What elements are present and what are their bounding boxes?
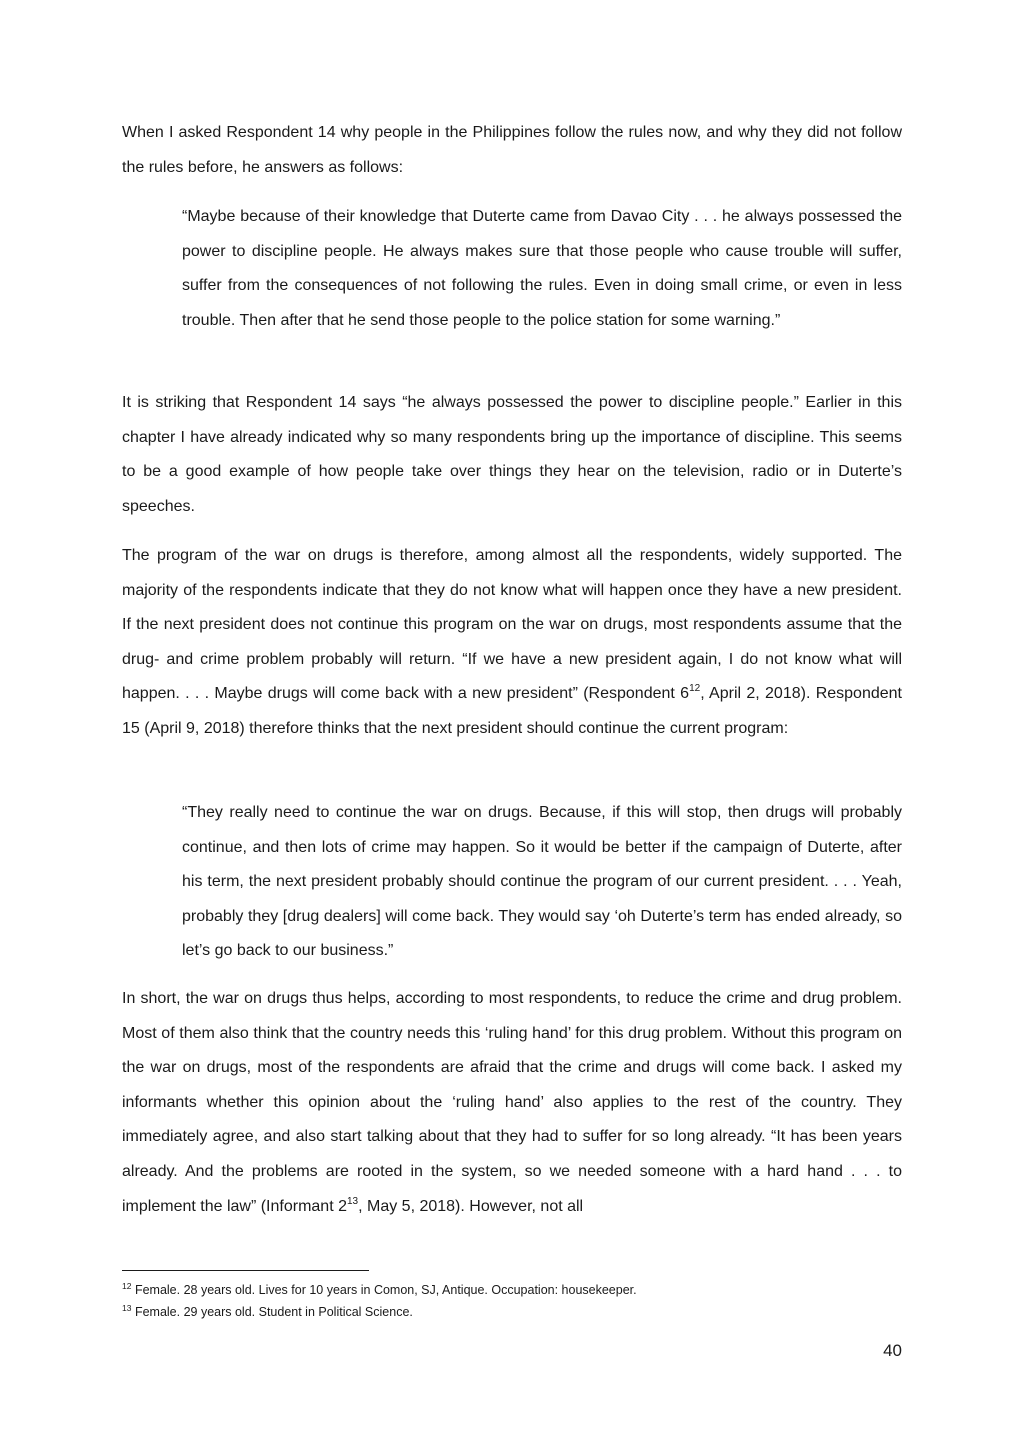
footnote-text: Female. 29 years old. Student in Political Science.	[131, 1305, 413, 1319]
footnote-text: Female. 28 years old. Lives for 10 years in Comon, SJ, Antique. Occupation: housekeeper.	[131, 1283, 637, 1297]
footnote-number: 12	[122, 1281, 132, 1291]
footnote-reference[interactable]: 13	[346, 1195, 359, 1207]
body-paragraph	[122, 539, 902, 747]
footnote-separator	[122, 1270, 369, 1271]
footnote-reference[interactable]: 12	[689, 683, 701, 695]
block-quote: “Maybe because of their knowledge that Duterte came from Davao City . . . he always possessed the power to discipline people. He always makes sure that those people who cause trouble will suffer, suffer from the consequences of not following the rules. Even in doing small crime, or even in less trouble. Then after that he send those people to the police station for some warning.”	[182, 208, 902, 329]
page-number: 40	[883, 1341, 902, 1360]
block-quote: “They really need to continue the war on drugs. Because, if this will stop, then drugs will probably continue, and then lots of crime may happen. So it would be better if the campaign of Duterte, after his term, the next president probably should continue the program of our current president. . . . Yeah, probably they [drug dealers] will come back. They would say ‘oh Duterte’s term has ended already, so let’s go back to our business.”	[182, 804, 902, 960]
body-paragraph: When I asked Respondent 14 why people in the Philippines follow the rules now, and why they did not follow the rules before, he answers as follows:	[122, 124, 902, 176]
paragraph-text: , April 2, 2018). Respondent 15 (April 9, 2018) therefore thinks that the next president should continue the current program:	[122, 685, 902, 737]
paragraph-text: The program of the war on drugs is therefore, among almost all the respondents, widely supported. The majority of the respondents indicate that they do not know what will happen once they have a new president. If the next president does not continue this program on the war on drugs, most respondents assume that the drug- and crime problem probably will return. “If we have a new president again, I do not know what will happen. . . . Maybe drugs will come back with a new president” (Respondent 6	[122, 547, 902, 703]
body-paragraph: It is striking that Respondent 14 says “he always possessed the power to discipline people.” Earlier in this chapter I have already indicated why so many respondents bring up the importance of discipline. This seems to be a good example of how people take over things they hear on the television, radio or in Duterte’s speeches.	[122, 394, 902, 515]
paragraph-text: , May 5, 2018). However, not all	[358, 1197, 584, 1215]
body-paragraph	[122, 982, 902, 1224]
footnote	[122, 1304, 902, 1320]
paragraph-text: In short, the war on drugs thus helps, according to most respondents, to reduce the crime and drug problem. Most of them also think that the country needs this ‘ruling hand’ for this drug problem. Without this program on the war on drugs, most of the respondents are afraid that the crime and drugs will come back. I asked my informants whether this opinion about the ‘ruling hand’ also applies to the rest of the country. They immediately agree, and also start talking about that they had to suffer for so long already. “It has been years already. And the problems are rooted in the system, so we needed someone with a hard hand . . . to implement the law” (Informant 2	[122, 990, 902, 1215]
footnote-number: 13	[122, 1303, 132, 1313]
footnote	[122, 1282, 902, 1298]
